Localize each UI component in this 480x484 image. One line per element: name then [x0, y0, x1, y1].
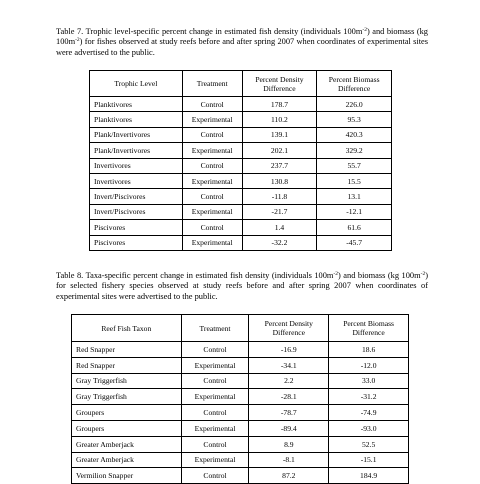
table-row [90, 127, 392, 142]
table-cell: Experimental [182, 235, 242, 250]
table-cell: Groupers [72, 405, 182, 421]
caption-text: ) for fishes observed at study reefs before and after spring 2007 when coordinates of experimental sites were advertised to the public. [56, 37, 428, 57]
table-cell: Control [182, 127, 242, 142]
column-header: Percent Density Difference [249, 315, 329, 342]
table-cell: Experimental [181, 389, 249, 405]
table-cell: 139.1 [242, 127, 317, 142]
table-cell: Control [182, 189, 242, 204]
table-cell: Experimental [182, 143, 242, 158]
table-row [72, 420, 409, 436]
column-header: Percent Density Difference [242, 71, 317, 97]
table-row [72, 373, 409, 389]
table-cell: Greater Amberjack [72, 452, 182, 468]
table-cell: -32.2 [242, 235, 317, 250]
table-cell: -15.1 [329, 452, 409, 468]
table-cell: -78.7 [249, 405, 329, 421]
table-row [72, 468, 409, 484]
table-cell: 202.1 [242, 143, 317, 158]
table-cell: Invert/Piscivores [90, 189, 183, 204]
table-cell: Invert/Piscivores [90, 204, 183, 219]
table-cell: -28.1 [249, 389, 329, 405]
table-cell: Control [181, 342, 249, 358]
table-row [90, 173, 392, 188]
table-cell: Piscivores [90, 235, 183, 250]
table-cell: -31.2 [329, 389, 409, 405]
table-cell: Plank/Invertivores [90, 127, 183, 142]
table-cell: 55.7 [317, 158, 392, 173]
table-row [72, 452, 409, 468]
table-cell: Control [182, 220, 242, 235]
table-7-caption [56, 27, 428, 58]
caption-text: Table 8. Taxa-specific percent change in estimated fish density (individuals 100m [56, 271, 334, 280]
table-cell: 8.9 [249, 436, 329, 452]
table-cell: Control [181, 468, 249, 484]
table-cell: Plank/Invertivores [90, 143, 183, 158]
table-row [90, 235, 392, 250]
table-cell: Groupers [72, 420, 182, 436]
table-cell: 2.2 [249, 373, 329, 389]
table-cell: 18.6 [329, 342, 409, 358]
table-cell: 33.0 [329, 373, 409, 389]
table-row [72, 357, 409, 373]
table-cell: Red Snapper [72, 342, 182, 358]
table-cell: -89.4 [249, 420, 329, 436]
table-cell: -45.7 [317, 235, 392, 250]
table-cell: 110.2 [242, 112, 317, 127]
table-header-row [90, 71, 392, 97]
table-cell: 13.1 [317, 189, 392, 204]
table-cell: 184.9 [329, 468, 409, 484]
column-header: Treatment [182, 71, 242, 97]
table-cell: -16.9 [249, 342, 329, 358]
column-header: Treatment [181, 315, 249, 342]
table-cell: 237.7 [242, 158, 317, 173]
table-cell: 1.4 [242, 220, 317, 235]
table-cell: Experimental [181, 452, 249, 468]
table-cell: Experimental [182, 204, 242, 219]
table-cell: 130.8 [242, 173, 317, 188]
table-row [72, 342, 409, 358]
table-cell: Control [182, 158, 242, 173]
table-cell: 15.5 [317, 173, 392, 188]
table-cell: 226.0 [317, 97, 392, 112]
table-cell: Gray Triggerfish [72, 389, 182, 405]
table-cell: Experimental [181, 357, 249, 373]
table-cell: -34.1 [249, 357, 329, 373]
table-cell: 61.6 [317, 220, 392, 235]
table-7 [89, 70, 392, 251]
caption-superscript: -2 [75, 37, 80, 44]
table-8 [71, 314, 409, 484]
table-row [72, 389, 409, 405]
table-row [90, 158, 392, 173]
table-row [90, 189, 392, 204]
table-row [90, 97, 392, 112]
caption-text: ) for selected fishery species observed at study reefs before and after spring 2007 when coordinates of experimental sites were advertised to the public. [56, 271, 428, 301]
table-cell: 329.2 [317, 143, 392, 158]
table-row [90, 112, 392, 127]
table-cell: Planktivores [90, 112, 183, 127]
table-cell: Experimental [181, 420, 249, 436]
column-header: Trophic Level [90, 71, 183, 97]
table-cell: Invertivores [90, 158, 183, 173]
table-row [72, 436, 409, 452]
table-cell: -74.9 [329, 405, 409, 421]
table-cell: Gray Triggerfish [72, 373, 182, 389]
table-8-caption [56, 271, 428, 302]
table-cell: Experimental [182, 112, 242, 127]
table-cell: 87.2 [249, 468, 329, 484]
column-header: Percent Biomass Difference [329, 315, 409, 342]
table-cell: 178.7 [242, 97, 317, 112]
caption-superscript: -2 [362, 27, 367, 33]
table-cell: Control [181, 373, 249, 389]
table-7-body [90, 97, 392, 251]
table-row [90, 220, 392, 235]
table-row [72, 405, 409, 421]
table-cell: Vermilion Snapper [72, 468, 182, 484]
caption-text: ) and biomass (kg 100m [56, 27, 428, 47]
table-cell: Piscivores [90, 220, 183, 235]
table-cell: Control [182, 97, 242, 112]
table-8-body [72, 342, 409, 484]
table-cell: -11.8 [242, 189, 317, 204]
column-header: Reef Fish Taxon [72, 315, 182, 342]
caption-text: ) and biomass (kg 100m [338, 271, 421, 280]
table-cell: Experimental [182, 173, 242, 188]
table-cell: -12.1 [317, 204, 392, 219]
caption-superscript: -2 [333, 271, 339, 277]
table-cell: -21.7 [242, 204, 317, 219]
table-cell: 52.5 [329, 436, 409, 452]
table-cell: Control [181, 436, 249, 452]
table-cell: Greater Amberjack [72, 436, 182, 452]
table-cell: -12.0 [329, 357, 409, 373]
table-cell: 95.3 [317, 112, 392, 127]
table-cell: Control [181, 405, 249, 421]
table-cell: Invertivores [90, 173, 183, 188]
table-cell: -93.0 [329, 420, 409, 436]
table-row [90, 204, 392, 219]
table-cell: 420.3 [317, 127, 392, 142]
caption-text: Table 7. Trophic level-specific percent change in estimated fish density (individuals 100m [56, 27, 363, 36]
caption-superscript: -2 [420, 271, 426, 277]
column-header: Percent Biomass Difference [317, 71, 392, 97]
table-cell: -8.1 [249, 452, 329, 468]
table-row [90, 143, 392, 158]
table-cell: Red Snapper [72, 357, 182, 373]
table-cell: Planktivores [90, 97, 183, 112]
table-header-row [72, 315, 409, 342]
